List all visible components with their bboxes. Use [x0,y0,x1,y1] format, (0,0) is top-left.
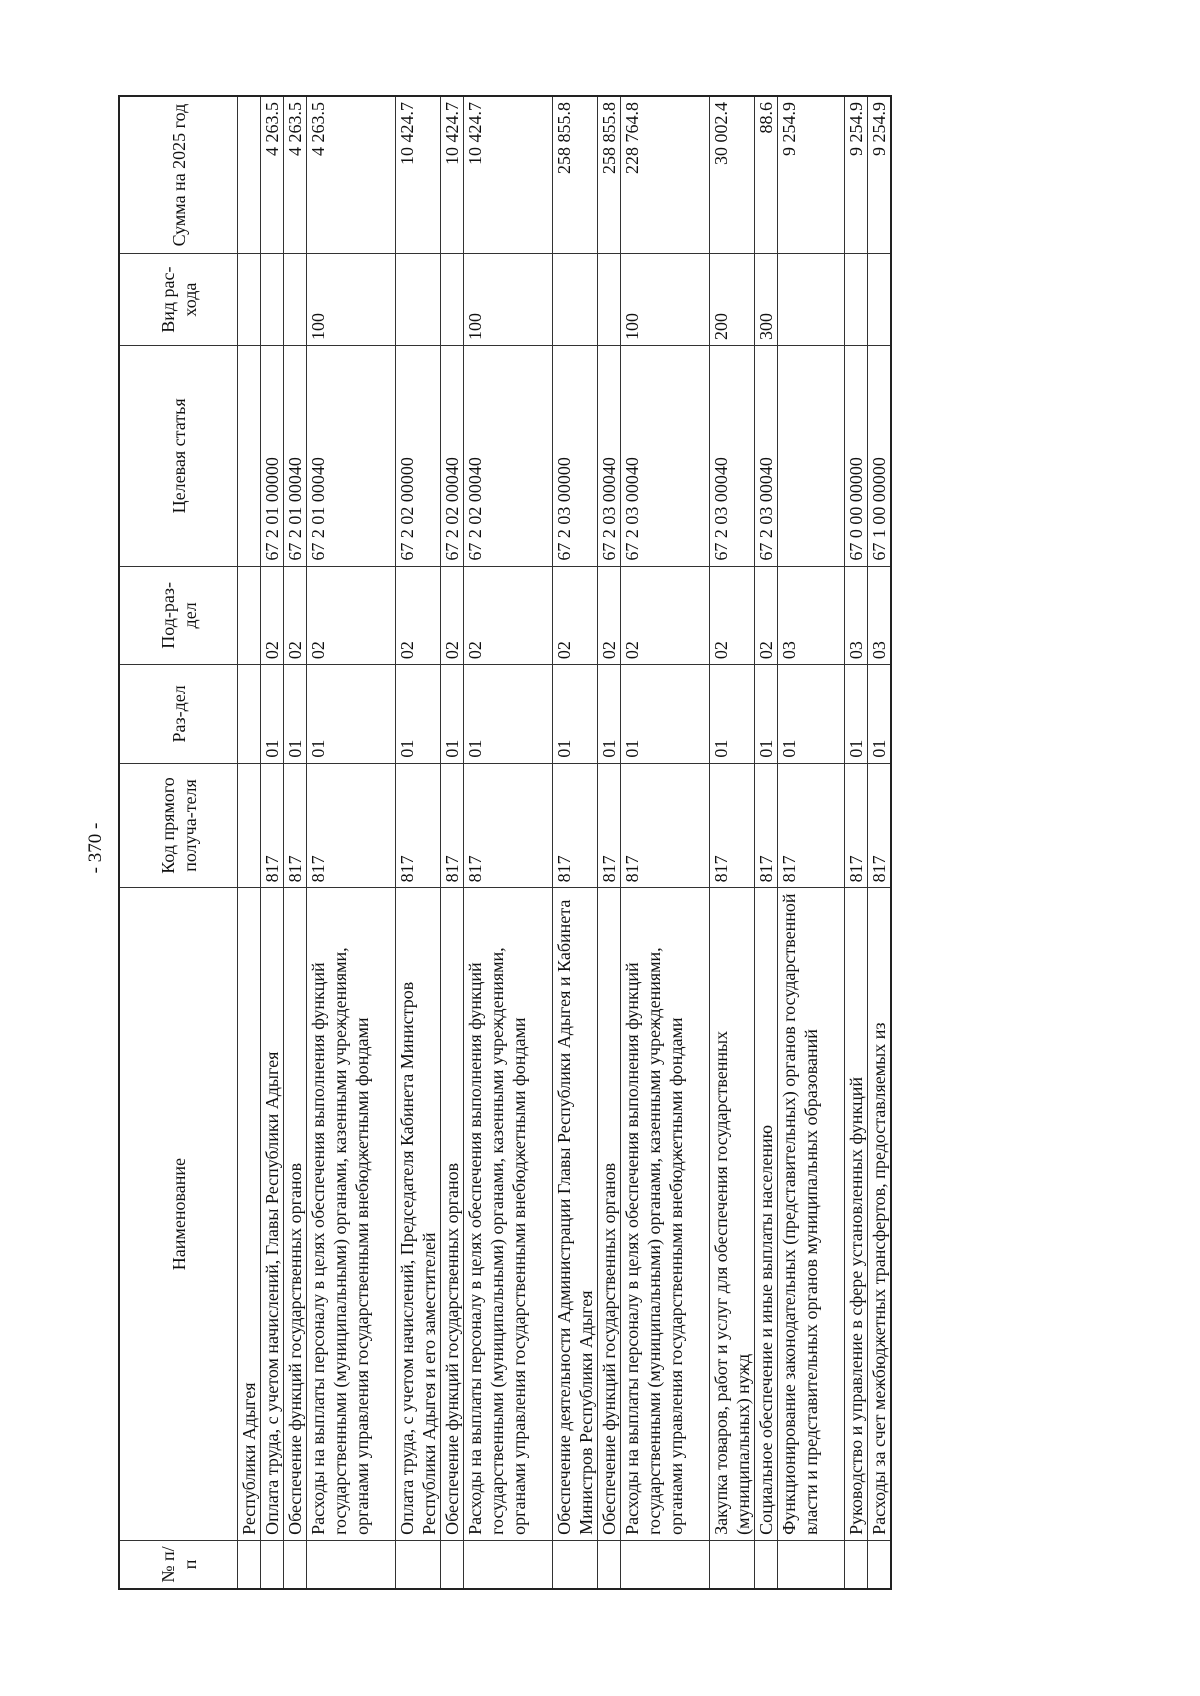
cell-num [868,1540,892,1589]
cell-subsection: 03 [778,566,845,664]
table-row [621,96,710,1589]
cell-section: 01 [621,665,710,763]
cell-target-article: 67 2 03 00040 [710,346,755,567]
cell-num [621,1540,710,1589]
cell-sum: 30 002.4 [710,96,755,254]
cell-sum: 10 424.7 [396,96,441,254]
cell-expense-type [598,254,621,346]
header-recipient-code: Код прямого получа-теля [119,763,238,888]
cell-num [778,1540,845,1589]
cell-name: Руководство и управление в сфере установленных функций [845,888,868,1541]
cell-recipient-code: 817 [778,763,845,888]
header-sum-2025: Сумма на 2025 год [119,96,238,254]
cell-section: 01 [868,665,892,763]
cell-section: 01 [710,665,755,763]
cell-section: 01 [261,665,284,763]
cell-recipient-code: 817 [396,763,441,888]
cell-target-article [778,346,845,567]
table-row [868,96,892,1589]
cell-num [553,1540,598,1589]
cell-target-article: 67 0 00 00000 [845,346,868,567]
cell-section: 01 [755,665,778,763]
cell-expense-type: 100 [621,254,710,346]
cell-num [598,1540,621,1589]
cell-name: Социальное обеспечение и иные выплаты населению [755,888,778,1541]
cell-num [307,1540,396,1589]
table-row [553,96,598,1589]
cell-section: 01 [464,665,553,763]
cell-recipient-code: 817 [845,763,868,888]
cell-subsection: 02 [307,566,396,664]
cell-section: 01 [598,665,621,763]
cell-target-article: 67 2 01 00040 [307,346,396,567]
cell-subsection: 03 [845,566,868,664]
cell-name: Оплата труда, с учетом начислений, Главы Республики Адыгея [261,888,284,1541]
cell-subsection: 02 [261,566,284,664]
cell-num [441,1540,464,1589]
cell-expense-type [396,254,441,346]
cell-num [845,1540,868,1589]
cell-recipient-code: 817 [441,763,464,888]
cell-recipient-code: 817 [261,763,284,888]
cell-expense-type [553,254,598,346]
cell-sum [238,96,261,254]
cell-sum: 10 424.7 [441,96,464,254]
cell-expense-type [868,254,892,346]
cell-name: Расходы на выплаты персоналу в целях обеспечения выполнения функций государственными (муниципальными) органами, казенными учреждениями, органами управления государственными внебюджетными фондами [621,888,710,1541]
cell-sum: 228 764.8 [621,96,710,254]
cell-expense-type [261,254,284,346]
header-section: Раз-дел [119,665,238,763]
cell-subsection: 02 [755,566,778,664]
cell-recipient-code: 817 [755,763,778,888]
cell-subsection: 02 [396,566,441,664]
table-row [755,96,778,1589]
cell-expense-type [845,254,868,346]
cell-sum: 9 254.9 [778,96,845,254]
cell-subsection: 02 [710,566,755,664]
cell-subsection: 03 [868,566,892,664]
cell-expense-type [778,254,845,346]
cell-name: Функционирование законодательных (представительных) органов государственной власти и представительных органов муниципальных образований [778,888,845,1541]
cell-subsection: 02 [464,566,553,664]
cell-name: Расходы за счет межбюджетных трансфертов, предоставляемых из [868,888,892,1541]
cell-expense-type [441,254,464,346]
cell-sum: 88.6 [755,96,778,254]
table-row [441,96,464,1589]
cell-subsection [238,566,261,664]
table-row [778,96,845,1589]
cell-target-article: 67 2 03 00040 [598,346,621,567]
table-row [598,96,621,1589]
cell-name: Закупка товаров, работ и услуг для обеспечения государственных (муниципальных) нужд [710,888,755,1541]
cell-recipient-code: 817 [621,763,710,888]
cell-section: 01 [845,665,868,763]
cell-recipient-code: 817 [307,763,396,888]
cell-expense-type: 100 [464,254,553,346]
cell-name: Оплата труда, с учетом начислений, Председателя Кабинета Министров Республики Адыгея и его заместителей [396,888,441,1541]
cell-expense-type: 100 [307,254,396,346]
cell-section [238,665,261,763]
cell-section: 01 [441,665,464,763]
cell-name: Обеспечение функций государственных органов [284,888,307,1541]
cell-target-article: 67 2 02 00000 [396,346,441,567]
cell-sum: 258 855.8 [553,96,598,254]
header-num: № п/п [119,1540,238,1589]
table-body [238,96,892,1589]
cell-subsection: 02 [598,566,621,664]
table-row [307,96,396,1589]
cell-expense-type: 300 [755,254,778,346]
cell-sum: 9 254.9 [868,96,892,254]
cell-expense-type [238,254,261,346]
rotated-table-container [118,95,892,1590]
cell-target-article [238,346,261,567]
table-row [238,96,261,1589]
table-row [396,96,441,1589]
cell-target-article: 67 2 01 00000 [261,346,284,567]
header-name: Наименование [119,888,238,1541]
header-subsection: Под-раз-дел [119,566,238,664]
cell-num [710,1540,755,1589]
cell-target-article: 67 2 03 00040 [755,346,778,567]
cell-recipient-code: 817 [710,763,755,888]
cell-section: 01 [778,665,845,763]
cell-name: Обеспечение деятельности Администрации Главы Республики Адыгея и Кабинета Министров Республики Адыгея [553,888,598,1541]
cell-name: Республики Адыгея [238,888,261,1541]
cell-target-article: 67 2 02 00040 [464,346,553,567]
cell-section: 01 [553,665,598,763]
cell-num [284,1540,307,1589]
cell-recipient-code: 817 [868,763,892,888]
cell-recipient-code: 817 [464,763,553,888]
budget-table [118,95,892,1590]
cell-name: Расходы на выплаты персоналу в целях обеспечения выполнения функций государственными (муниципальными) органами, казенными учреждениями, органами управления государственными внебюджетными фондами [307,888,396,1541]
page-number: - 370 - [85,822,106,874]
cell-subsection: 02 [441,566,464,664]
cell-expense-type: 200 [710,254,755,346]
table-row [284,96,307,1589]
table-row [845,96,868,1589]
table-header [119,96,238,1589]
cell-section: 01 [284,665,307,763]
cell-num [755,1540,778,1589]
cell-num [238,1540,261,1589]
cell-name: Обеспечение функций государственных органов [441,888,464,1541]
cell-recipient-code: 817 [553,763,598,888]
cell-num [261,1540,284,1589]
cell-num [396,1540,441,1589]
cell-sum: 10 424.7 [464,96,553,254]
cell-target-article: 67 1 00 00000 [868,346,892,567]
cell-name: Расходы на выплаты персоналу в целях обеспечения выполнения функций государственными (муниципальными) органами, казенными учреждениями, органами управления государственными внебюджетными фондами [464,888,553,1541]
cell-section: 01 [307,665,396,763]
cell-sum: 4 263.5 [284,96,307,254]
cell-subsection: 02 [553,566,598,664]
header-target-article: Целевая статья [119,346,238,567]
cell-sum: 258 855.8 [598,96,621,254]
cell-target-article: 67 2 03 00000 [553,346,598,567]
cell-recipient-code [238,763,261,888]
cell-sum: 4 263.5 [307,96,396,254]
cell-sum: 4 263.5 [261,96,284,254]
cell-target-article: 67 2 01 00040 [284,346,307,567]
cell-target-article: 67 2 02 00040 [441,346,464,567]
cell-name: Обеспечение функций государственных органов [598,888,621,1541]
cell-subsection: 02 [284,566,307,664]
header-expense-type: Вид рас-хода [119,254,238,346]
cell-subsection: 02 [621,566,710,664]
table-row [464,96,553,1589]
cell-target-article: 67 2 03 00040 [621,346,710,567]
table-row [261,96,284,1589]
cell-recipient-code: 817 [284,763,307,888]
cell-sum: 9 254.9 [845,96,868,254]
cell-section: 01 [396,665,441,763]
cell-num [464,1540,553,1589]
table-row [710,96,755,1589]
cell-recipient-code: 817 [598,763,621,888]
cell-expense-type [284,254,307,346]
